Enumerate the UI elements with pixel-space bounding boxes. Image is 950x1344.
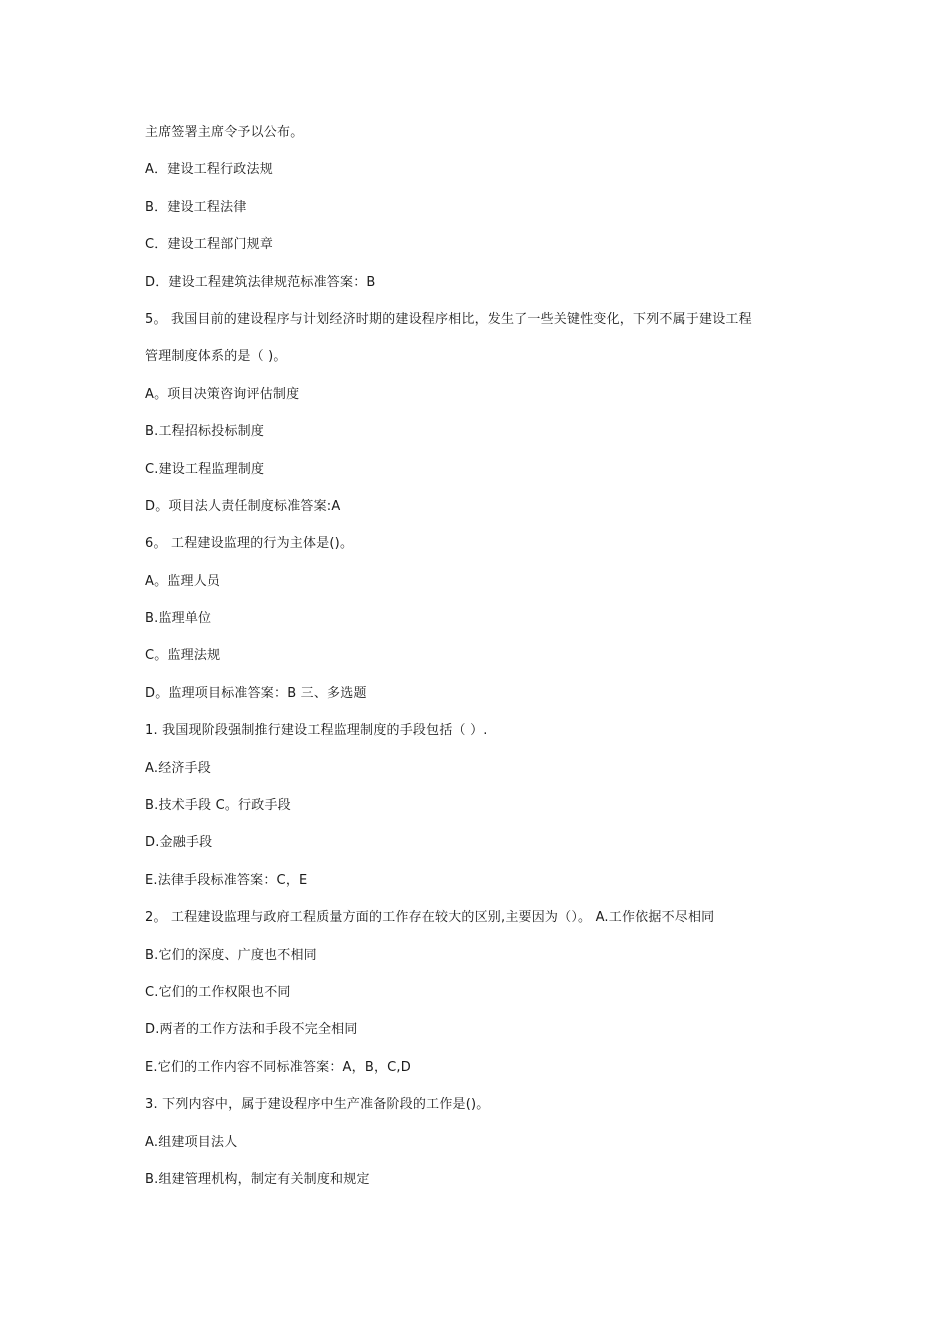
- mc-question-1: 1. 我国现阶段强制推行建设工程监理制度的手段包括（ ）.: [145, 723, 488, 739]
- question-5-line-1: 5。 我国目前的建设程序与计划经济时期的建设程序相比，发生了一些关键性变化，下列不属于建设工程: [145, 311, 752, 327]
- question-6: 6。 工程建设监理的行为主体是()。: [145, 536, 354, 552]
- mc1-option-d: D.金融手段: [145, 835, 213, 851]
- mc2-option-c: C.它们的工作权限也不同: [145, 984, 291, 1000]
- q6-option-c: C。监理法规: [145, 648, 221, 664]
- mc-question-3: 3. 下列内容中，属于建设程序中生产准备阶段的工作是()。: [145, 1097, 490, 1113]
- q5-option-c: C.建设工程监理制度: [145, 461, 265, 477]
- option-c-line: C．建设工程部门规章: [145, 237, 274, 253]
- mc3-option-a: A.组建项目法人: [145, 1134, 238, 1150]
- mc3-option-b: B.组建管理机构，制定有关制度和规定: [145, 1171, 370, 1187]
- q6-option-d-answer-section: D。监理项目标准答案：B 三、多选题: [145, 685, 367, 701]
- q5-option-a: A。项目决策咨询评估制度: [145, 386, 300, 402]
- option-b-line: B．建设工程法律: [145, 199, 247, 215]
- document-body: [145, 123, 825, 1207]
- option-d-answer-line: D．建设工程建筑法律规范标准答案：B: [145, 274, 376, 290]
- question-5-line-2: 管理制度体系的是（ )。: [145, 349, 287, 365]
- q6-option-b: B.监理单位: [145, 611, 212, 627]
- text-line-1: 主席签署主席令予以公布。: [145, 125, 304, 140]
- q6-option-a: A。监理人员: [145, 573, 221, 589]
- mc1-option-b-c: B.技术手段 C。行政手段: [145, 798, 291, 814]
- option-a-line: A．建设工程行政法规: [145, 162, 273, 178]
- mc-question-2: 2。 工程建设监理与政府工程质量方面的工作存在较大的区别,主要因为（）。 A.工作依据不尽相同: [145, 910, 715, 926]
- mc1-option-a: A.经济手段: [145, 760, 211, 776]
- mc2-option-d: D.两者的工作方法和手段不完全相同: [145, 1022, 358, 1038]
- q5-option-d-answer: D。项目法人责任制度标准答案:A: [145, 498, 341, 514]
- mc2-option-e-answer: E.它们的工作内容不同标准答案：A，B，C,D: [145, 1059, 411, 1075]
- q5-option-b: B.工程招标投标制度: [145, 424, 265, 440]
- mc2-option-b: B.它们的深度、广度也不相同: [145, 947, 317, 963]
- mc1-option-e-answer: E.法律手段标准答案：C，E: [145, 872, 308, 888]
